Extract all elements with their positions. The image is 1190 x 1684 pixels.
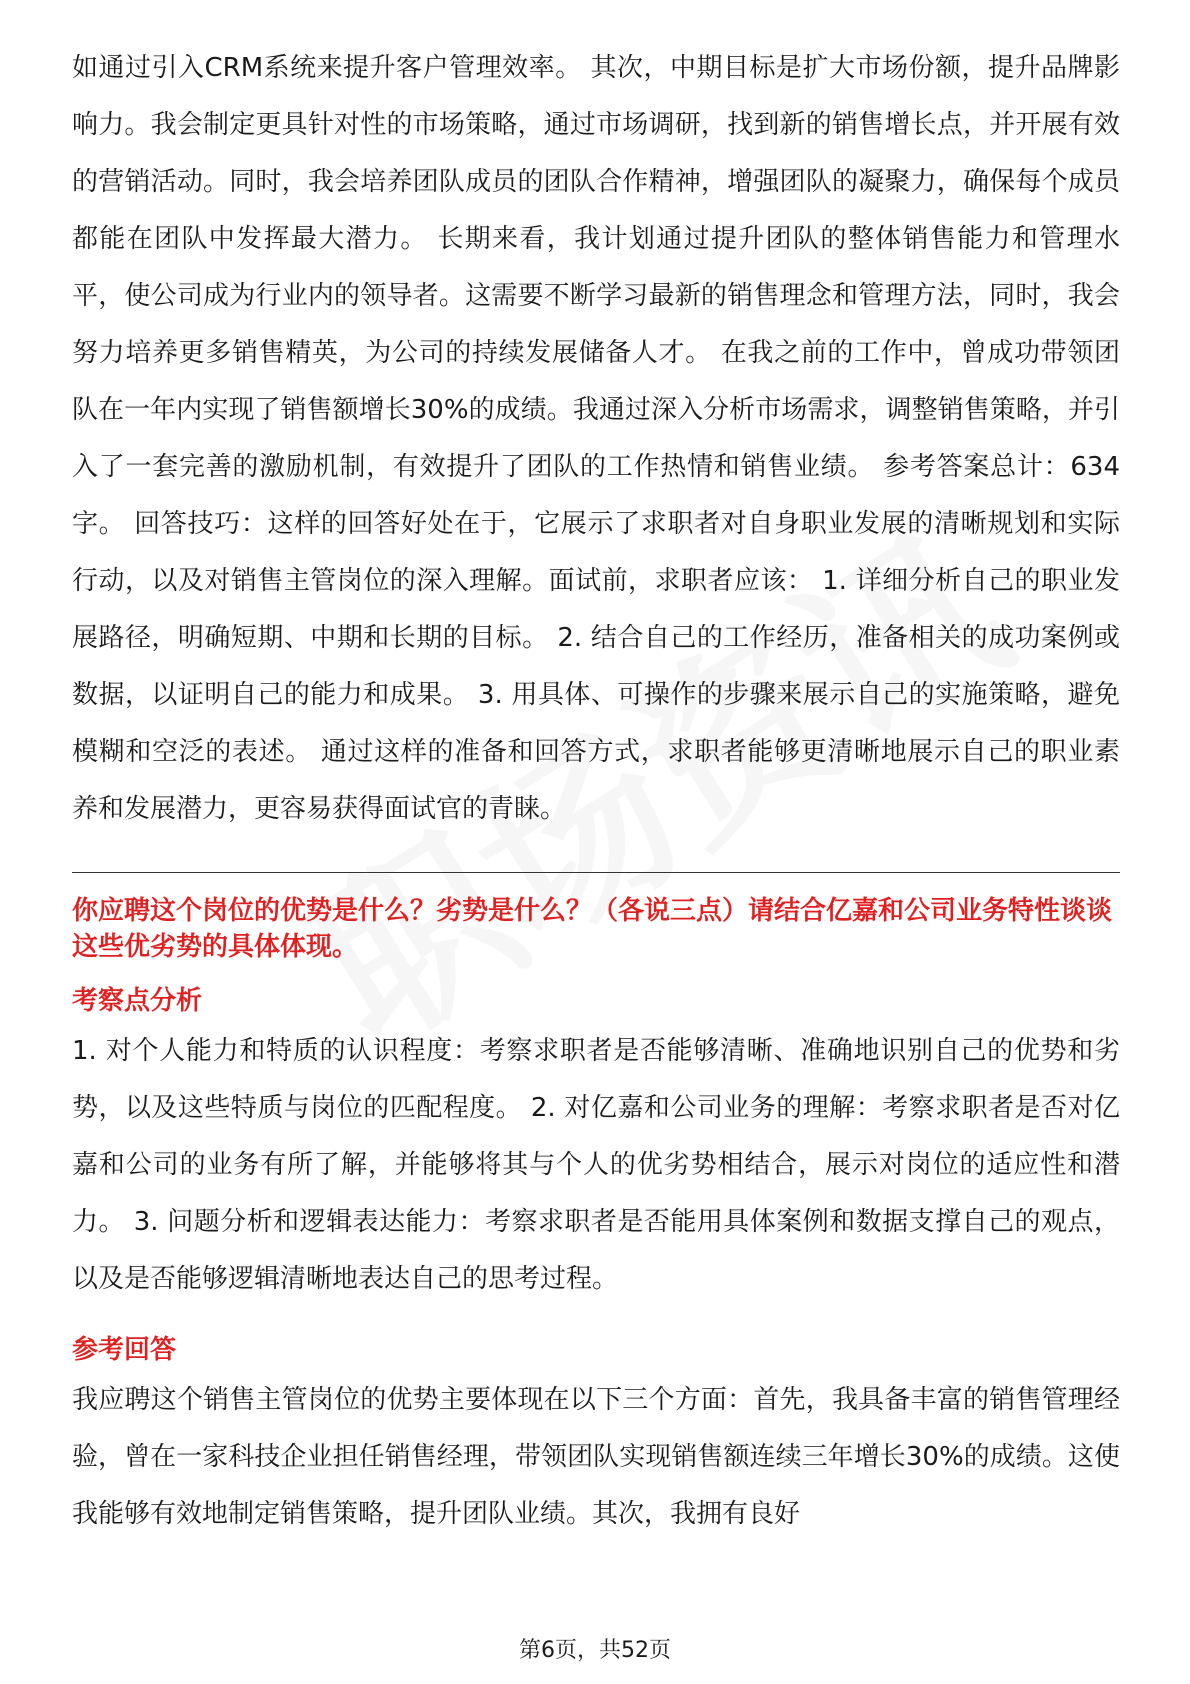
answer-body: 我应聘这个销售主管岗位的优势主要体现在以下三个方面：首先，我具备丰富的销售管理经验，曾在一家科技企业担任销售经理，带领团队实现销售额连续三年增长30%的成绩。这使我能够有效地制定销售策略，提升团队业绩。其次，我拥有良好	[72, 1385, 1120, 1529]
page-indicator: 第6页，共52页	[519, 1638, 671, 1663]
analysis-body: 1. 对个人能力和特质的认识程度：考察求职者是否能够清晰、准确地识别自己的优势和劣势，以及这些特质与岗位的匹配程度。 2. 对亿嘉和公司业务的理解：考察求职者是否对亿嘉和公司的业务有所了解，并能够将其与个人的优劣势相结合，展示对岗位的适应性和潜力。 3. 问题分析和逻辑表达能力：考察求职者是否能用具体案例和数据支撑自己的观点，以及是否能够逻辑清晰地表达自己的思考过程。	[72, 1036, 1120, 1294]
section-divider	[72, 872, 1120, 873]
analysis-heading: 考察点分析	[72, 986, 203, 1016]
question-title: 你应聘这个岗位的优势是什么？劣势是什么？（各说三点）请结合亿嘉和公司业务特性谈谈这些优劣势的具体体现。	[72, 896, 1113, 962]
top-paragraph: 如通过引入CRM系统来提升客户管理效率。 其次，中期目标是扩大市场份额，提升品牌影响力。我会制定更具针对性的市场策略，通过市场调研，找到新的销售增长点，并开展有效的营销活动。同时，我会培养团队成员的团队合作精神，增强团队的凝聚力，确保每个成员都能在团队中发挥最大潜力。 长期来看，我计划通过提升团队的整体销售能力和管理水平，使公司成为行业内的领导者。这需要不断学习最新的销售理念和管理方法，同时，我会努力培养更多销售精英，为公司的持续发展储备人才。 在我之前的工作中，曾成功带领团队在一年内实现了销售额增长30%的成绩。我通过深入分析市场需求，调整销售策略，并引入了一套完善的激励机制，有效提升了团队的工作热情和销售业绩。 参考答案总计：634字。 回答技巧：这样的回答好处在于，它展示了求职者对自身职业发展的清晰规划和实际行动，以及对销售主管岗位的深入理解。面试前，求职者应该： 1. 详细分析自己的职业发展路径，明确短期、中期和长期的目标。 2. 结合自己的工作经历，准备相关的成功案例或数据，以证明自己的能力和成果。 3. 用具体、可操作的步骤来展示自己的实施策略，避免模糊和空泛的表述。 通过这样的准备和回答方式，求职者能够更清晰地展示自己的职业素养和发展潜力，更容易获得面试官的青睐。	[72, 53, 1120, 824]
answer-heading: 参考回答	[72, 1335, 177, 1365]
document-page	[72, 40, 1120, 1543]
